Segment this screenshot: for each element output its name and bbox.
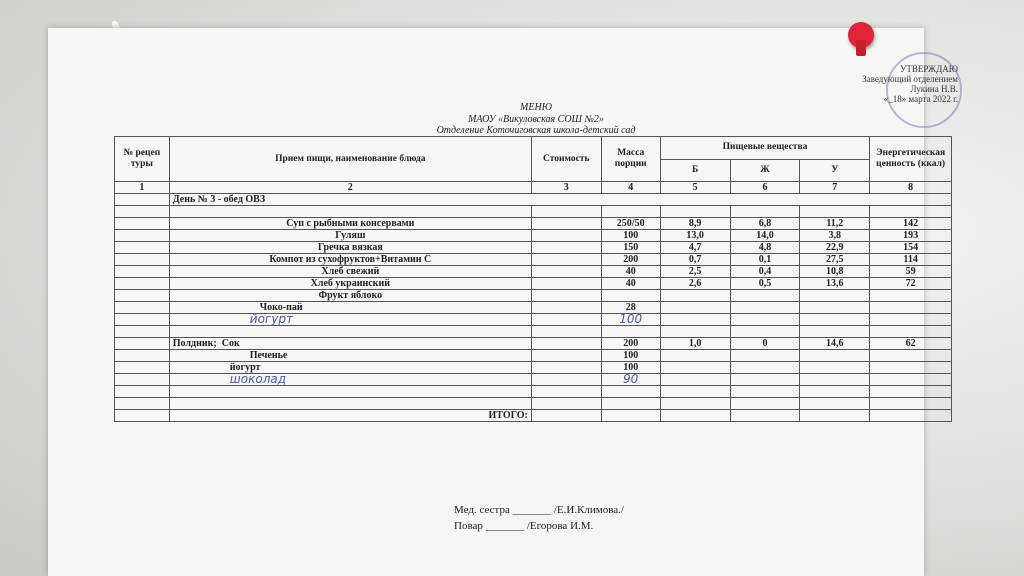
day-label: День № 3 - обед ОВЗ bbox=[169, 194, 951, 206]
department-name: Отделение Коточиговская школа-детский сад bbox=[436, 125, 636, 136]
table-row: Суп с рыбными консервами 250/50 8,9 6,8 11,2 142 bbox=[115, 218, 952, 230]
push-pin-red-body bbox=[856, 40, 866, 56]
table-row: Компот из сухофруктов+Витамин С 200 0,7 0,1 27,5 114 bbox=[115, 254, 952, 266]
col-number: 3 bbox=[531, 182, 601, 194]
table-row: Чоко-пай 28 bbox=[115, 302, 952, 314]
header-mass: Масса порции bbox=[601, 137, 660, 182]
approval-line-2: Заведующий отделением bbox=[862, 74, 958, 84]
header-nutrients: Пищевые вещества bbox=[660, 137, 869, 160]
header-recipe: № рецеп туры bbox=[115, 137, 170, 182]
table-row: Хлеб свежий 40 2,5 0,4 10,8 59 bbox=[115, 266, 952, 278]
total-label: ИТОГО: bbox=[169, 410, 531, 422]
table-row: Гречка вязкая 150 4,7 4,8 22,9 154 bbox=[115, 242, 952, 254]
day-row bbox=[115, 194, 952, 206]
header-b: Б bbox=[660, 159, 730, 182]
header-u: У bbox=[800, 159, 870, 182]
header-cost: Стоимость bbox=[531, 137, 601, 182]
handwritten-entry: шоколад bbox=[169, 374, 531, 386]
handwritten-entry: йогурт bbox=[169, 314, 531, 326]
header-energy: Энергетическая ценность (ккал) bbox=[870, 137, 952, 182]
col-number: 1 bbox=[115, 182, 170, 194]
col-number: 2 bbox=[169, 182, 531, 194]
table-row: Хлеб украинский 40 2,6 0,5 13,6 72 bbox=[115, 278, 952, 290]
approval-block bbox=[862, 64, 958, 104]
approval-line-1: УТВЕРЖДАЮ bbox=[899, 64, 958, 74]
col-number: 6 bbox=[730, 182, 800, 194]
snack-row bbox=[115, 374, 952, 386]
total-row bbox=[115, 410, 952, 422]
col-number: 7 bbox=[800, 182, 870, 194]
header-zh: Ж bbox=[730, 159, 800, 182]
snack-row: Полдник; Сок 200 1,0 0 14,6 62 bbox=[115, 338, 952, 350]
school-name: МАОУ «Викуловская СОШ №2» bbox=[468, 114, 604, 125]
approval-line-4: «_18» марта 2022 г. bbox=[883, 94, 958, 104]
table-row: Гуляш 100 13,0 14,0 3,8 193 bbox=[115, 230, 952, 242]
snack-row: йогурт 100 bbox=[115, 362, 952, 374]
header-dish: Прием пищи, наименование блюда bbox=[169, 137, 531, 182]
snack-row: Печенье 100 bbox=[115, 350, 952, 362]
col-number: 5 bbox=[660, 182, 730, 194]
menu-sheet bbox=[48, 28, 958, 576]
table-row bbox=[115, 314, 952, 326]
col-number: 8 bbox=[870, 182, 952, 194]
menu-table bbox=[114, 136, 952, 422]
column-numbers-row bbox=[115, 182, 952, 194]
nurse-signature-line: Мед. сестра _______ /Е.И.Климова./ bbox=[454, 504, 624, 516]
snack-label: Полдник; bbox=[172, 338, 217, 349]
handwritten-entry: 100 bbox=[601, 314, 660, 326]
cook-signature-line: Повар _______ /Егорова И.М. bbox=[454, 520, 594, 532]
handwritten-entry: 90 bbox=[601, 374, 660, 386]
col-number: 4 bbox=[601, 182, 660, 194]
approval-line-3: Лукина Н.В. bbox=[910, 84, 958, 94]
table-row: Фрукт яблоко bbox=[115, 290, 952, 302]
menu-title: МЕНЮ bbox=[520, 102, 552, 113]
